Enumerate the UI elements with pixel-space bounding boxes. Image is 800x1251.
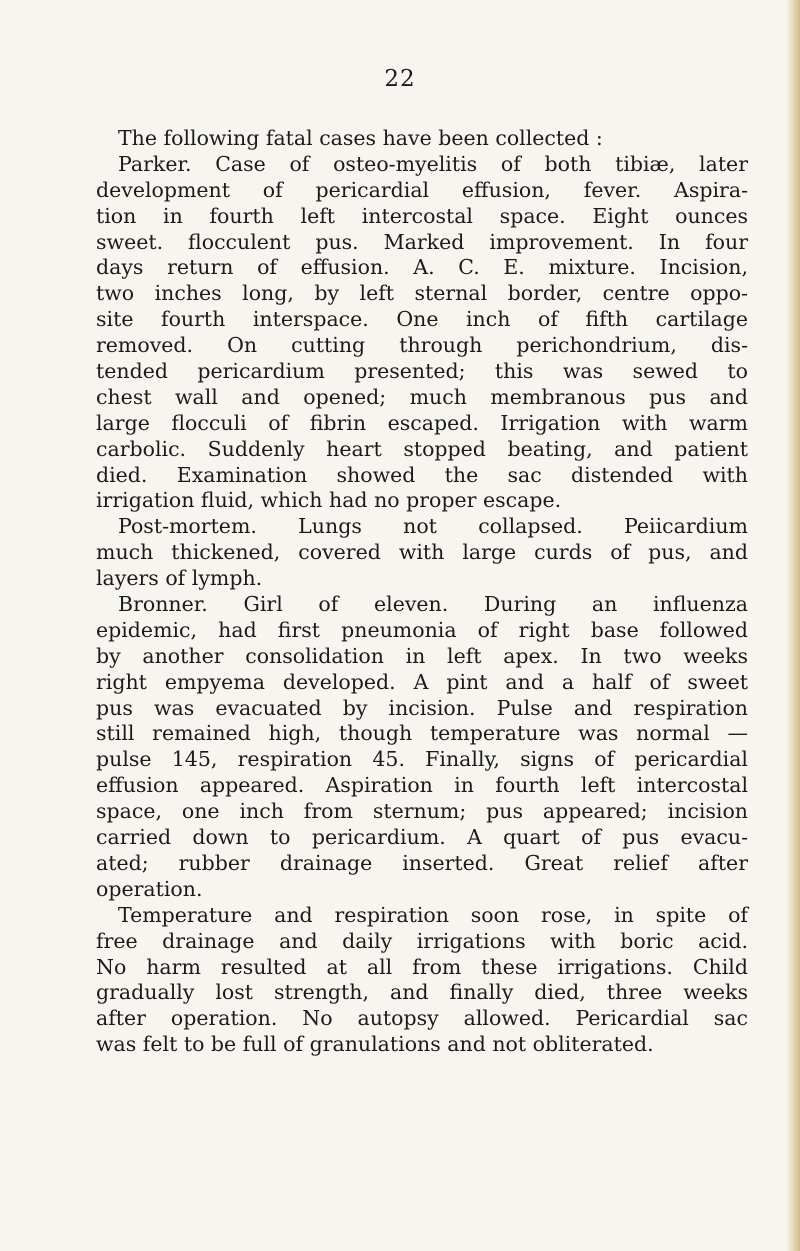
text-line: pus was evacuated by incision. Pulse and respiration (96, 695, 748, 720)
text-line: development of pericardial effusion, fever. Aspira- (96, 177, 748, 202)
text-line: gradually lost strength, and finally died, three weeks (96, 980, 748, 1005)
text-line: effusion appeared. Aspiration in fourth left intercostal (96, 773, 748, 798)
text-line: free drainage and daily irrigations with boric acid. (96, 928, 748, 953)
page-number: 22 (384, 66, 416, 92)
text-line: site fourth interspace. One inch of fifth cartilage (96, 307, 748, 332)
text-line: was felt to be full of granulations and not obliterated. (96, 1032, 654, 1057)
text-line: irrigation fluid, which had no proper escape. (96, 488, 562, 513)
text-line: No harm resulted at all from these irrigations. Child (96, 954, 748, 979)
text-line: Parker. Case of osteo-myelitis of both tibiæ, later (118, 151, 748, 176)
page-edge-shadow (786, 0, 800, 1251)
text-line: Post-mortem. Lungs not collapsed. Peiicardium (118, 514, 748, 539)
text-line: sweet. flocculent pus. Marked improvement. In four (96, 229, 748, 254)
text-line: ated; rubber drainage inserted. Great relief after (96, 850, 748, 875)
text-line: tion in fourth left intercostal space. Eight ounces (96, 203, 748, 228)
text-line: tended pericardium presented; this was sewed to (96, 359, 748, 384)
text-line: The following fatal cases have been collected : (118, 126, 603, 150)
body-text (96, 126, 748, 1058)
text-line: operation. (96, 876, 203, 901)
text-line: large flocculi of fibrin escaped. Irrigation with warm (96, 410, 748, 435)
text-line: still remained high, though temperature was normal — (96, 721, 748, 746)
text-line: much thickened, covered with large curds of pus, and (96, 540, 748, 565)
text-line: died. Examination showed the sac distended with (96, 462, 748, 487)
text-line: space, one inch from sternum; pus appeared; incision (96, 799, 748, 824)
text-line: right empyema developed. A pint and a half of sweet (96, 669, 748, 694)
text-line: layers of lymph. (96, 566, 263, 591)
text-line: carried down to pericardium. A quart of pus evacu- (96, 825, 748, 850)
text-line: by another consolidation in left apex. In two weeks (96, 643, 748, 668)
text-line: carbolic. Suddenly heart stopped beating, and patient (96, 436, 748, 461)
text-line: Temperature and respiration soon rose, in spite of (118, 902, 748, 927)
text-line: removed. On cutting through perichondrium, dis- (96, 333, 748, 358)
text-line: epidemic, had first pneumonia of right base followed (96, 617, 748, 642)
text-line: after operation. No autopsy allowed. Pericardial sac (96, 1006, 748, 1031)
text-line: pulse 145, respiration 45. Finally, signs of pericardial (96, 747, 748, 772)
text-line: days return of effusion. A. C. E. mixture. Incision, (96, 255, 748, 280)
text-line: chest wall and opened; much membranous pus and (96, 384, 748, 409)
text-line: Bronner. Girl of eleven. During an influenza (118, 592, 748, 617)
text-line: two inches long, by left sternal border, centre oppo- (96, 281, 748, 306)
